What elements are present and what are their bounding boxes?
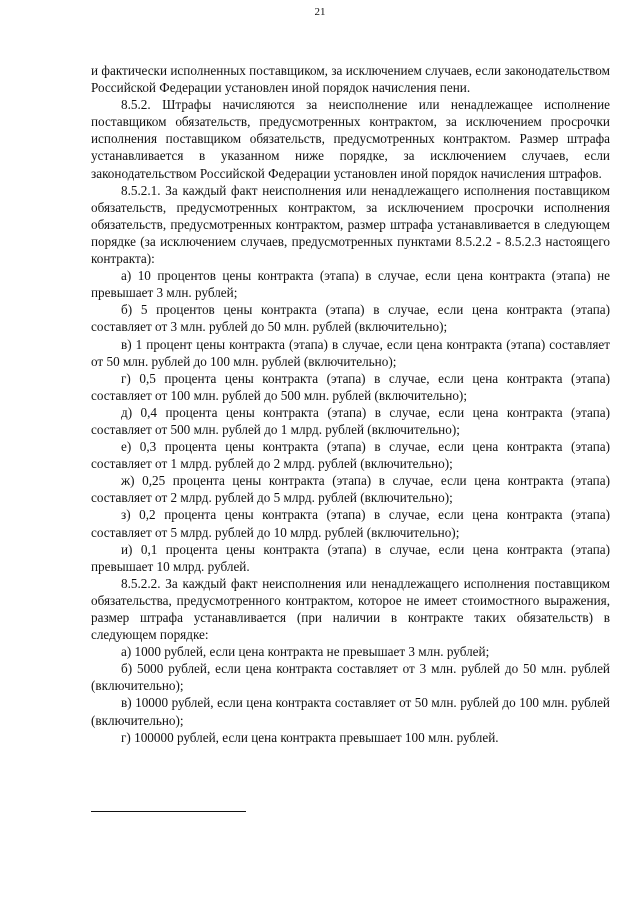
list-item-z: з) 0,2 процента цены контракта (этапа) в случае, если цена контракта (этапа) составляет от 5 млрд. рублей до 10 млрд. рублей (включительно); [91, 507, 610, 540]
list-item-a-fixed: а) 1000 рублей, если цена контракта не превышает 3 млн. рублей; [121, 644, 490, 660]
paragraph-penalty-continuation: и фактически исполненных поставщиком, за исключением случаев, если законодательством Российской Федерации установлен иной порядок начисления пени. [91, 63, 610, 96]
paragraph-8-5-2: 8.5.2. Штрафы начисляются за неисполнение или ненадлежащее исполнение поставщиком обязательств, предусмотренных контрактом, за исключением просрочки исполнения поставщиком обязательств, предусмотренных контрактом. Размер штрафа устанавливается в указанном ниже порядке, за исключением случаев, если законодательством Российской Федерации установлен иной порядок начисления штрафов. [91, 97, 610, 181]
list-item-g-fixed: г) 100000 рублей, если цена контракта превышает 100 млн. рублей. [121, 729, 499, 745]
page-number: 21 [314, 6, 326, 18]
paragraph-8-5-2-2: 8.5.2.2. За каждый факт неисполнения или ненадлежащего исполнения поставщиком обязательства, предусмотренного контрактом, которое не имеет стоимостного выражения, размер штрафа устанавливается (при наличии в контракте таких обязательств) в следующем порядке: [91, 575, 610, 643]
document-body [91, 62, 610, 746]
list-item-i: и) 0,1 процента цены контракта (этапа) в случае, если цена контракта (этапа) превышает 10 млрд. рублей. [91, 541, 610, 574]
list-item-g: г) 0,5 процента цены контракта (этапа) в случае, если цена контракта (этапа) составляет от 100 млн. рублей до 500 млн. рублей (включительно); [91, 370, 610, 403]
footnote-separator [91, 811, 246, 812]
list-item-b-fixed: б) 5000 рублей, если цена контракта составляет от 3 млн. рублей до 50 млн. рублей (включительно); [91, 661, 610, 694]
list-item-b: б) 5 процентов цены контракта (этапа) в случае, если цена контракта (этапа) составляет от 3 млн. рублей до 50 млн. рублей (включительно); [91, 302, 610, 335]
list-item-v: в) 1 процент цены контракта (этапа) в случае, если цена контракта (этапа) составляет от 50 млн. рублей до 100 млн. рублей (включительно); [91, 336, 610, 369]
list-item-d: д) 0,4 процента цены контракта (этапа) в случае, если цена контракта (этапа) составляет от 500 млн. рублей до 1 млрд. рублей (включительно); [91, 404, 610, 437]
list-item-e: е) 0,3 процента цены контракта (этапа) в случае, если цена контракта (этапа) составляет от 1 млрд. рублей до 2 млрд. рублей (включительно); [91, 439, 610, 472]
list-item-a: а) 10 процентов цены контракта (этапа) в случае, если цена контракта (этапа) не превышает 3 млн. рублей; [91, 268, 610, 301]
paragraph-8-5-2-1: 8.5.2.1. За каждый факт неисполнения или ненадлежащего исполнения поставщиком обязательств, предусмотренных контрактом, за исключением просрочки исполнения обязательств, предусмотренных контрактом, размер штрафа устанавливается в следующем порядке (за исключением случаев, предусмотренных пунктами 8.5.2.2 - 8.5.2.3 настоящего контракта): [91, 182, 610, 267]
list-item-zh: ж) 0,25 процента цены контракта (этапа) в случае, если цена контракта (этапа) составляет от 2 млрд. рублей до 5 млрд. рублей (включительно); [91, 473, 610, 506]
list-item-v-fixed: в) 10000 рублей, если цена контракта составляет от 50 млн. рублей до 100 млн. рублей (включительно); [91, 695, 610, 728]
